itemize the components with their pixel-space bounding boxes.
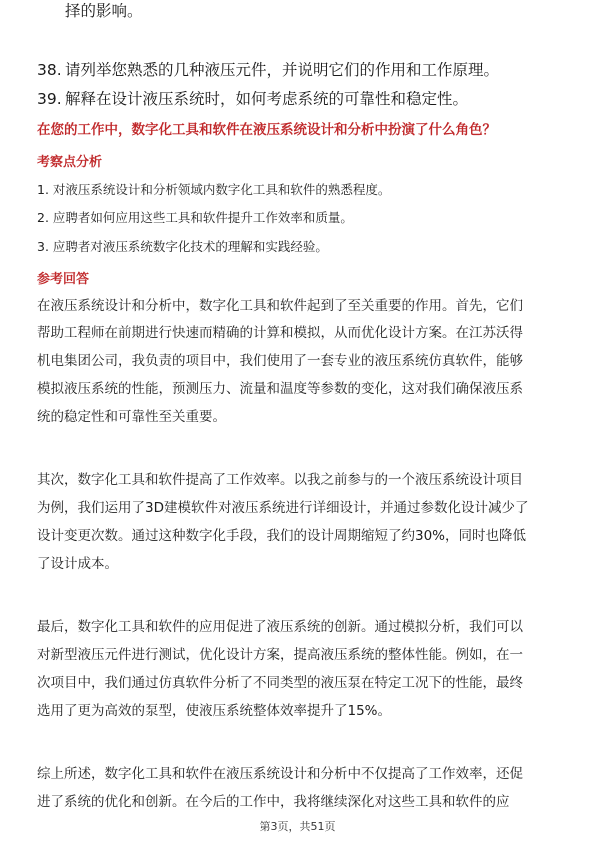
analysis-point: 2. 应聘者如何应用这些工具和软件提升工作效率和质量。 [37,210,353,225]
answer-line: 机电集团公司，我负责的项目中，我们使用了一套专业的液压系统仿真软件，能够 [37,353,523,369]
answer-line: 对新型液压元件进行测试，优化设计方案，提高液压系统的整体性能。例如，在一 [37,647,523,663]
question-39 [37,92,468,108]
question-number: 39. [37,90,62,108]
analysis-point: 3. 应聘者对液压系统数字化技术的理解和实践经验。 [37,239,328,254]
question-continuation: 择的影响。 [65,2,143,20]
answer-line: 最后，数字化工具和软件的应用促进了液压系统的创新。通过模拟分析，我们可以 [37,619,523,635]
main-question-heading: 在您的工作中，数字化工具和软件在液压系统设计和分析中扮演了什么角色？ [37,122,496,138]
answer-line: 帮助工程师在前期进行快速而精确的计算和模拟，从而优化设计方案。在江苏沃得 [37,325,523,341]
answer-line: 综上所述，数字化工具和软件在液压系统设计和分析中不仅提高了工作效率，还促 [37,766,523,782]
answer-line: 模拟液压系统的性能，预测压力、流量和温度等参数的变化，这对我们确保液压系 [37,381,523,397]
answer-line: 选用了更为高效的泵型，使液压系统整体效率提升了15%。 [37,703,392,719]
analysis-heading: 考察点分析 [37,155,103,170]
question-38 [37,63,499,79]
answer-line: 设计变更次数。通过这种数字化手段，我们的设计周期缩短了约30%，同时也降低 [37,528,527,544]
answer-line: 次项目中，我们通过仿真软件分析了不同类型的液压泵在特定工况下的性能，最终 [37,675,523,691]
answer-heading: 参考回答 [37,272,90,287]
answer-line: 在液压系统设计和分析中，数字化工具和软件起到了至关重要的作用。首先，它们 [37,298,523,314]
question-text: 请列举您熟悉的几种液压元件，并说明它们的作用和工作原理。 [65,61,500,79]
answer-line: 其次，数字化工具和软件提高了工作效率。以我之前参与的一个液压系统设计项目 [37,472,523,488]
answer-line: 了设计成本。 [37,556,118,572]
analysis-point: 1. 对液压系统设计和分析领域内数字化工具和软件的熟悉程度。 [37,182,391,197]
page-number-footer: 第3页，共51页 [259,820,336,833]
answer-line: 统的稳定性和可靠性至关重要。 [37,409,226,425]
question-text: 解释在设计液压系统时，如何考虑系统的可靠性和稳定性。 [65,90,469,108]
question-number: 38. [37,61,62,79]
answer-line: 进了系统的优化和创新。在今后的工作中，我将继续深化对这些工具和软件的应 [37,794,510,810]
answer-line: 为例，我们运用了3D建模软件对液压系统进行详细设计，并通过参数化设计减少了 [37,500,529,516]
